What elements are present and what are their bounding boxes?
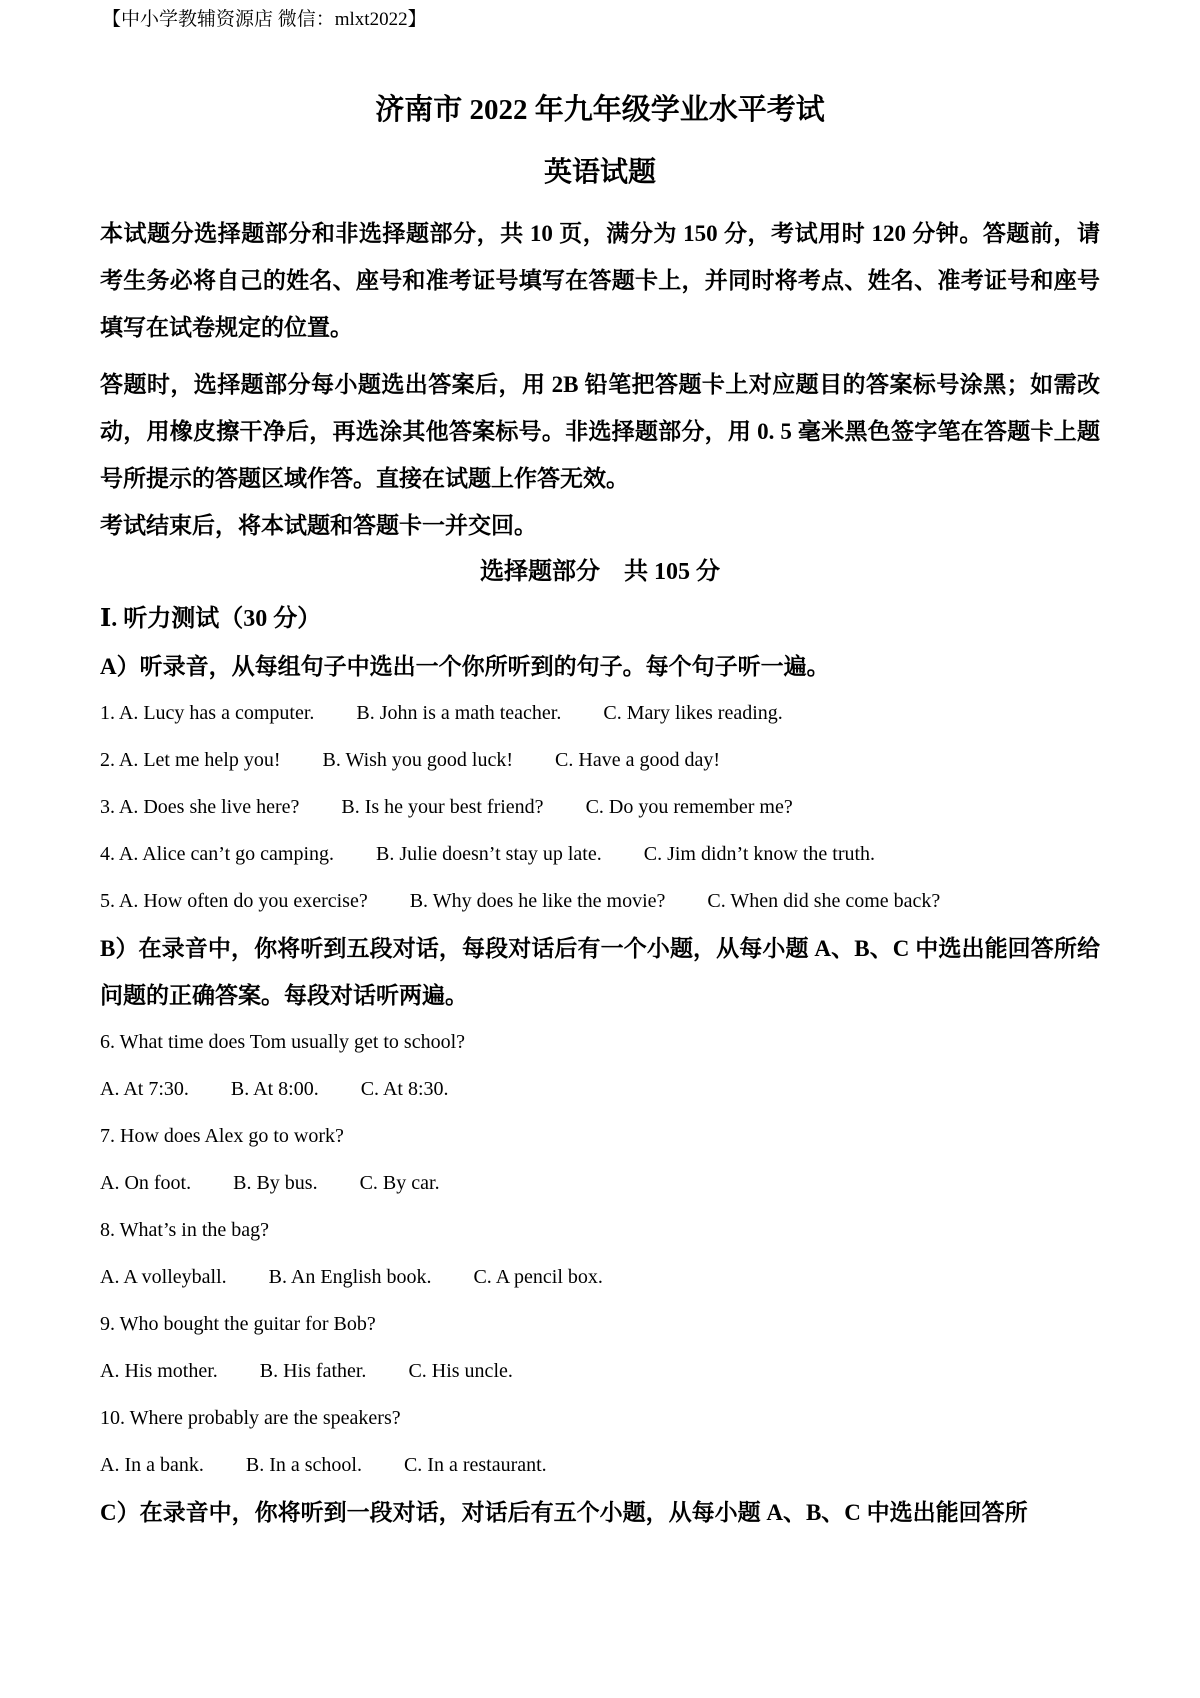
question-10-options <box>100 1442 1100 1489</box>
question-4-option-c: C. Jim didn’t know the truth. <box>643 843 876 865</box>
question-9-option-c: C. His uncle. <box>408 1360 513 1382</box>
choice-section-header: 选择题部分 共 105 分 <box>480 559 720 585</box>
question-10-option-a: A. In a bank. <box>100 1454 204 1476</box>
question-7-text: 7. How does Alex go to work? <box>100 1125 344 1147</box>
question-row-2 <box>100 737 1100 784</box>
question-3-option-b: B. Is he your best friend? <box>341 796 544 818</box>
question-1-option-c: C. Mary likes reading. <box>603 702 783 724</box>
question-row-5 <box>100 878 1100 925</box>
question-6-text: 6. What time does Tom usually get to school? <box>100 1031 466 1053</box>
question-7-option-b: B. By bus. <box>233 1172 318 1194</box>
question-8-options <box>100 1254 1100 1301</box>
question-2-option-c: C. Have a good day! <box>555 749 720 771</box>
question-8-option-a: A. A volleyball. <box>100 1266 227 1288</box>
question-5-option-c: C. When did she come back? <box>707 890 941 912</box>
question-7-option-a: A. On foot. <box>100 1172 192 1194</box>
intro-paragraph-1: 本试题分选择题部分和非选择题部分，共 10 页，满分为 150 分，考试用时 120 分钟。答题前，请考生务必将自己的姓名、座号和准考证号填写在答题卡上，并同时将考点、姓名、准考证号和座号填写在试卷规定的位置。 <box>100 221 1100 340</box>
intro-paragraph-2: 答题时，选择题部分每小题选出答案后，用 2B 铅笔把答题卡上对应题目的答案标号涂黑；如需改动，用橡皮擦干净后，再选涂其他答案标号。非选择题部分，用 0. 5 毫米黑色签字笔在答题卡上题号所提示的答题区域作答。直接在试题上作答无效。 <box>100 372 1100 491</box>
question-10-option-c: C. In a restaurant. <box>403 1454 547 1476</box>
question-6-option-a: A. At 7:30. <box>100 1078 189 1100</box>
question-4-option-a: 4. A. Alice can’t go camping. <box>100 843 335 865</box>
question-9-text: 9. Who bought the guitar for Bob? <box>100 1313 376 1335</box>
question-row-1 <box>100 690 1100 737</box>
watermark-note: 【中小学教辅资源店 微信：mlxt2022】 <box>102 9 427 30</box>
question-9-options <box>100 1348 1100 1395</box>
question-3-option-a: 3. A. Does she live here? <box>100 796 300 818</box>
question-2-option-b: B. Wish you good luck! <box>322 749 514 771</box>
exam-subtitle: 英语试题 <box>543 157 656 188</box>
question-7-option-c: C. By car. <box>359 1172 440 1194</box>
question-5-option-b: B. Why does he like the movie? <box>409 890 666 912</box>
listening-c-instructions: C）在录音中，你将听到一段对话，对话后有五个小题，从每小题 A、B、C 中选出能回答所 <box>100 1500 1028 1525</box>
question-8-option-b: B. An English book. <box>268 1266 432 1288</box>
question-2-option-a: 2. A. Let me help you! <box>100 749 281 771</box>
question-5-option-a: 5. A. How often do you exercise? <box>100 890 368 912</box>
question-1-option-a: 1. A. Lucy has a computer. <box>100 702 315 724</box>
question-7-options <box>100 1160 1100 1207</box>
question-3-option-c: C. Do you remember me? <box>585 796 793 818</box>
question-row-4 <box>100 831 1100 878</box>
part1-listening-header: Ⅰ. 听力测试（30 分） <box>100 606 322 632</box>
question-10-option-b: B. In a school. <box>245 1454 362 1476</box>
question-8-text: 8. What’s in the bag? <box>100 1219 270 1241</box>
question-9-option-a: A. His mother. <box>100 1360 218 1382</box>
listening-a-instructions: A）听录音，从每组句子中选出一个你所听到的句子。每个句子听一遍。 <box>100 654 830 679</box>
question-8-option-c: C. A pencil box. <box>473 1266 603 1288</box>
question-1-option-b: B. John is a math teacher. <box>356 702 562 724</box>
question-6-option-b: B. At 8:00. <box>230 1078 319 1100</box>
question-row-3 <box>100 784 1100 831</box>
intro-paragraph-3: 考试结束后，将本试题和答题卡一并交回。 <box>100 513 537 538</box>
question-10-text: 10. Where probably are the speakers? <box>100 1407 401 1429</box>
question-4-option-b: B. Julie doesn’t stay up late. <box>376 843 602 865</box>
question-9-option-b: B. His father. <box>259 1360 367 1382</box>
question-6-options <box>100 1066 1100 1113</box>
exam-title: 济南市 2022 年九年级学业水平考试 <box>375 94 825 126</box>
listening-b-instructions: B）在录音中，你将听到五段对话，每段对话后有一个小题，从每小题 A、B、C 中选出能回答所给问题的正确答案。每段对话听两遍。 <box>100 936 1100 1008</box>
page-content <box>100 0 1100 1536</box>
question-6-option-c: C. At 8:30. <box>360 1078 449 1100</box>
